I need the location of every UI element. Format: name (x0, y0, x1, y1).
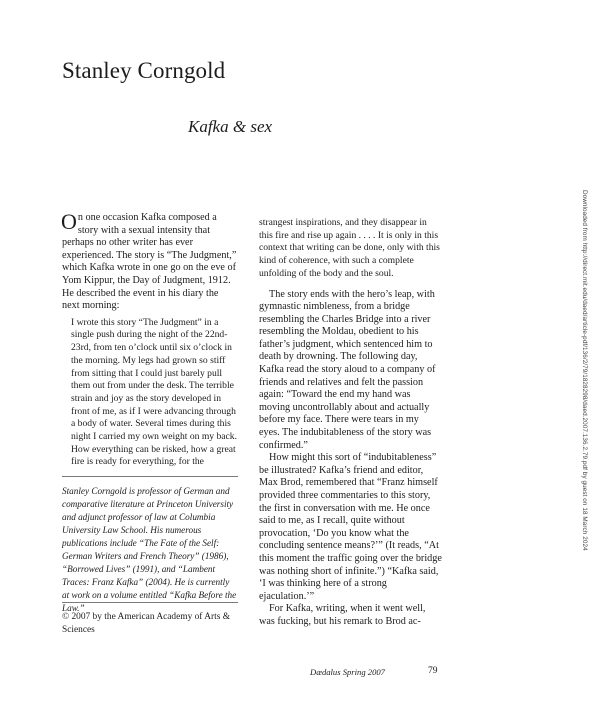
right-column (259, 217, 442, 629)
journal-footer: Dædalus Spring 2007 (310, 667, 385, 677)
author-bio: Stanley Corngold is professor of German and comparative literature at Princeton University and adjunct professor of law at Columbia University Law School. His numerous publications include “The Fate of the Self: German Writers and French Theory” (1986), “Borrowed Lives” (1991), and “Lambent Traces: Franz Kafka” (2004). He is currently at work on a volume entitled “Kafka Before the Law.” (62, 486, 237, 613)
page-number: 79 (428, 666, 438, 676)
opening-text: n one occasion Kafka composed a story with a sexual intensity that perhaps no other writer has ever experienced. The story is “The Judgment,” which Kafka wrote in one go on the eve of Yom Kippur, the Day of Judgment, 1912. He described the event in his diary the next morning: (62, 212, 237, 312)
download-watermark: Downloaded from http://direct.mit.edu/daed/article-pdf/136/2/79/1828298/daed.2007.136.2.79.pdf by guest on 18 March 2024 (581, 190, 588, 551)
diary-quote: I wrote this story “The Judgment” in a single push during the night of the 22nd-23rd, from ten o’clock until six o’clock in the morning. My legs had grown so stiff from sitting that I could just barely pull them out from under the desk. The terrible strain and joy as the story developed in front of me, as if I were advancing through a body of water. Several times during this night I carried my own weight on my back. How everything can be risked, how a great fire is ready for everything, for the (71, 316, 237, 468)
paragraph-writing: For Kafka, writing, when it went well, was fucking, but his remark to Brod ac- (259, 603, 426, 627)
author-name: Stanley Corngold (62, 58, 226, 83)
bio-divider-top (62, 476, 238, 477)
copyright-notice: © 2007 by the American Academy of Arts & Sciences (62, 612, 231, 635)
diary-quote-continued: strangest inspirations, and they disappear in this fire and rise up again . . . . It is only in this context that writing can be done, only with this kind of coherence, with such a complete unfolding of the body and the soul. (259, 217, 440, 279)
paragraph-indubitableness: How might this sort of “indubitableness” be illustrated? Kafka’s friend and editor, Max Brod, remembered that “Franz himself provided three commentaries to this story, the first in conversation with me. He once said to me, as I recall, quite without provocation, ‘Do you know what the concluding sentence means?’” (It reads, “At this moment the traffic going over the bridge was nothing short of infinite.”) “Kafka said, ‘I was thinking here of a strong ejaculation.’” (259, 452, 442, 602)
paragraph-story-ending: The story ends with the hero’s leap, with gymnastic nimbleness, from a bridge resembling the Charles Bridge into a river resembling the Moldau, obedient to his father’s judgment, which sentenced him to death by drowning. The following day, Kafka read the story aloud to a company of friends and relatives and felt the passion again: “Toward the end my hand was moving uncontrollably about and actually before my face. There were tears in my eyes. The indubitableness of the story was confirmed.” (259, 288, 436, 451)
left-column (61, 209, 238, 469)
bio-divider-bottom (62, 602, 238, 603)
opening-paragraph (61, 209, 238, 313)
article-title: Kafka & sex (188, 117, 273, 136)
drop-cap: O (61, 209, 77, 234)
